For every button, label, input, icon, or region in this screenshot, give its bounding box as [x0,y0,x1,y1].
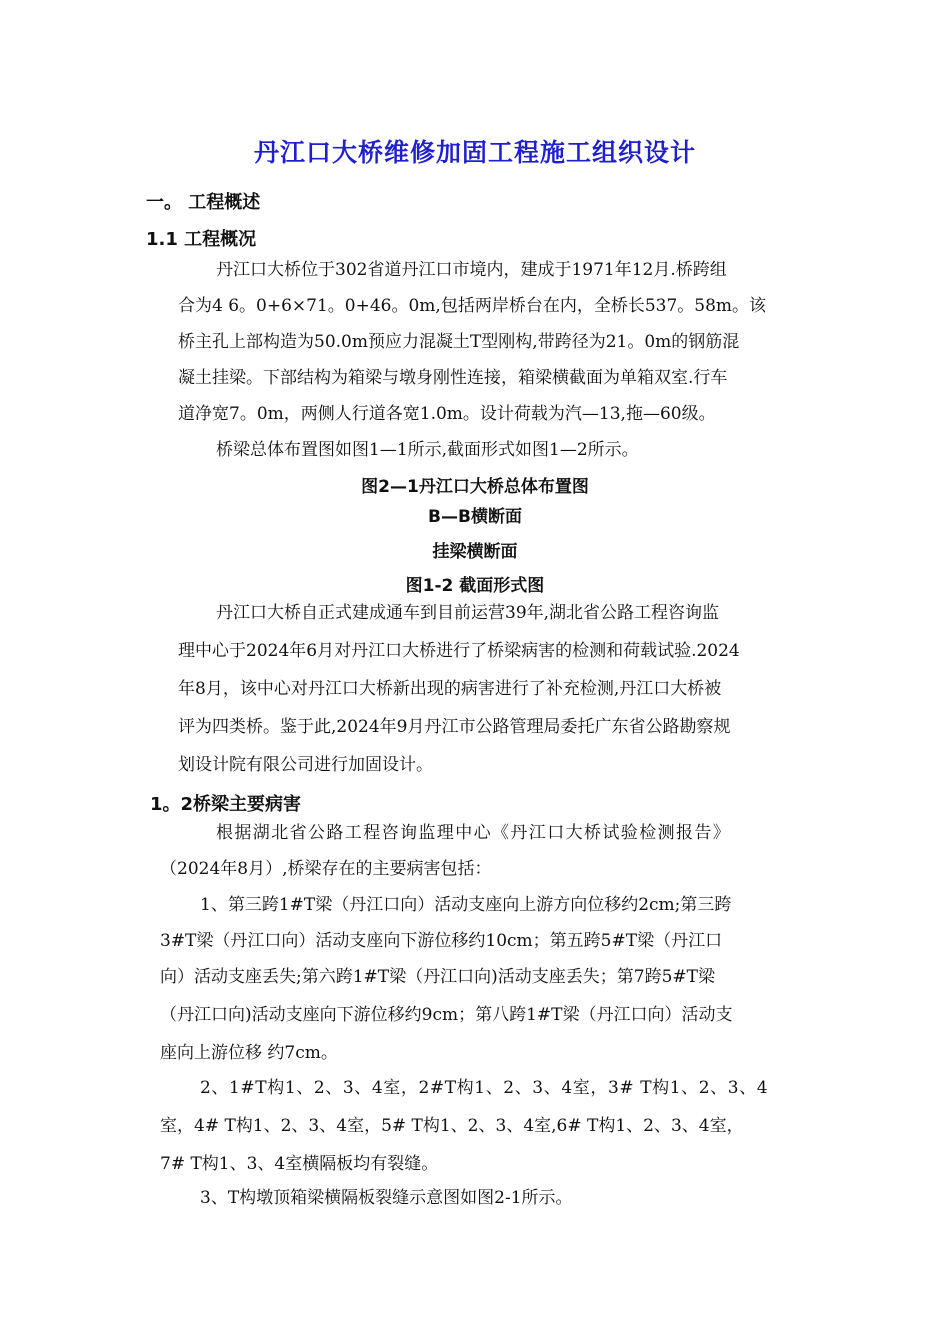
section-heading-overview: 一。 工程概述 [146,192,261,213]
list-item-line: 向）活动支座丢失;第六跨1#T梁（丹江口向)活动支座丢失；第7跨5#T梁 [160,967,715,987]
paragraph-line: 丹江口大桥位于302省道丹江口市境内，建成于1971年12月.桥跨组 [216,260,727,280]
document-title: 丹江口大桥维修加固工程施工组织设计 [253,138,696,167]
subsection-heading-1-1: 1.1 工程概况 [146,229,257,250]
figure-caption: 挂梁横断面 [432,542,518,562]
list-item-line: （丹江口向)活动支座向下游位移约9cm；第八跨1#T梁（丹江口向）活动支 [160,1005,733,1025]
paragraph-line: 评为四类桥。鉴于此,2024年9月丹江市公路管理局委托广东省公路勘察规 [178,717,731,737]
list-item-line: 2、1#T构1、2、3、4室，2#T构1、2、3、4室，3# T构1、2、3、4 [200,1078,769,1098]
list-item-line: 3#T梁（丹江口向）活动支座向下游位移约10cm；第五跨5#T梁（丹江口 [160,931,723,951]
paragraph-line: 理中心于2024年6月对丹江口大桥进行了桥梁病害的检测和荷载试验.2024 [178,641,740,661]
paragraph-line: （2024年8月）,桥梁存在的主要病害包括： [160,859,492,879]
figure-caption: 图1-2 截面形式图 [405,576,545,596]
paragraph-line: 划设计院有限公司进行加固设计。 [178,755,433,775]
paragraph-line: 年8月，该中心对丹江口大桥新出现的病害进行了补充检测,丹江口大桥被 [178,679,722,699]
paragraph-line: 桥主孔上部构造为50.0m预应力混凝土T型刚构,带跨径为21。0m的钢筋混 [178,332,740,352]
figure-caption: 图2—1丹江口大桥总体布置图 [361,477,589,497]
figure-caption: B—B横断面 [428,507,522,527]
list-item-line: 3、T构墩顶箱梁横隔板裂缝示意图如图2-1所示。 [200,1188,573,1208]
list-item-line: 座向上游位移 约7cm。 [160,1043,338,1063]
paragraph-line: 凝土挂梁。下部结构为箱梁与墩身刚性连接，箱梁横截面为单箱双室.行车 [178,368,728,388]
paragraph-line: 道净宽7。0m，两侧人行道各宽1.0m。设计荷载为汽—13,拖—60级。 [178,404,716,424]
paragraph-line: 合为4 6。0+6×71。0+46。0m,包括两岸桥台在内，全桥长537。58m。该 [178,296,767,316]
list-item-line: 7# T构1、3、4室横隔板均有裂缝。 [160,1154,439,1174]
list-item-line: 1、第三跨1#T梁（丹江口向）活动支座向上游方向位移约2cm;第三跨 [200,895,732,915]
paragraph-line: 根据湖北省公路工程咨询监理中心《丹江口大桥试验检测报告》 [216,823,732,843]
subsection-heading-1-2: 1。2桥梁主要病害 [150,794,302,815]
paragraph-line: 丹江口大桥自正式建成通车到目前运营39年,湖北省公路工程咨询监 [216,603,720,623]
paragraph-line: 桥梁总体布置图如图1—1所示,截面形式如图1—2所示。 [216,440,639,460]
list-item-line: 室，4# T构1、2、3、4室，5# T构1、2、3、4室,6# T构1、2、3、4室， [160,1116,744,1136]
